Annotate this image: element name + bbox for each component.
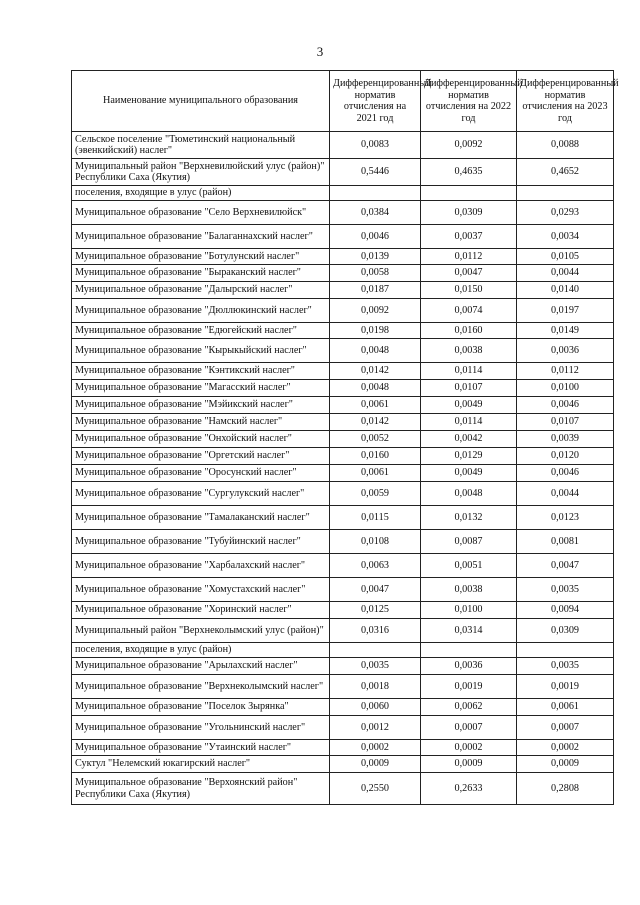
norm-value-2022-cell: 0,0038 bbox=[421, 339, 517, 363]
norm-value-2021-cell: 0,0009 bbox=[330, 756, 421, 773]
norm-value-2021-cell bbox=[330, 643, 421, 658]
table-row bbox=[72, 602, 614, 619]
municipality-name-cell: Муниципальное образование "Оросунский наслег" bbox=[72, 465, 330, 482]
table-row bbox=[72, 249, 614, 265]
norm-value-2023-cell: 0,0019 bbox=[517, 675, 614, 699]
norm-value-2021-cell: 0,0048 bbox=[330, 380, 421, 397]
table-row bbox=[72, 380, 614, 397]
municipality-name-cell: Муниципальное образование "Верхоянский район" Республики Саха (Якутия) bbox=[72, 773, 330, 805]
table-row bbox=[72, 201, 614, 225]
norm-value-2021-cell: 0,0108 bbox=[330, 530, 421, 554]
municipality-name-cell: Муниципальное образование "Кырыкыйский наслег" bbox=[72, 339, 330, 363]
norm-value-2023-cell: 0,0036 bbox=[517, 339, 614, 363]
norm-value-2022-cell: 0,0314 bbox=[421, 619, 517, 643]
table-body bbox=[72, 132, 614, 805]
norm-value-2021-cell: 0,0115 bbox=[330, 506, 421, 530]
norm-value-2023-cell: 0,0094 bbox=[517, 602, 614, 619]
table-row bbox=[72, 643, 614, 658]
table-row bbox=[72, 482, 614, 506]
municipality-name-cell: Муниципальное образование "Поселок Зырянка" bbox=[72, 699, 330, 716]
municipality-name-cell: Муниципальное образование "Магасский наслег" bbox=[72, 380, 330, 397]
municipality-name-cell: Муниципальное образование "Утаинский наслег" bbox=[72, 740, 330, 756]
norm-value-2023-cell: 0,0035 bbox=[517, 578, 614, 602]
norm-value-2023-cell bbox=[517, 186, 614, 201]
municipality-name-cell: поселения, входящие в улус (район) bbox=[72, 643, 330, 658]
municipality-name-cell: Муниципальный район "Верхневилюйский улус (район)" Республики Саха (Якутия) bbox=[72, 159, 330, 186]
norm-value-2022-cell: 0,0132 bbox=[421, 506, 517, 530]
table-row bbox=[72, 132, 614, 159]
norm-value-2022-cell: 0,0160 bbox=[421, 323, 517, 339]
municipality-name-cell: Муниципальное образование "Быраканский наслег" bbox=[72, 265, 330, 282]
municipality-name-cell: Муниципальное образование "Онхойский наслег" bbox=[72, 431, 330, 448]
norm-value-2022-cell: 0,2633 bbox=[421, 773, 517, 805]
norm-value-2022-cell: 0,0009 bbox=[421, 756, 517, 773]
page-number: 3 bbox=[316, 44, 324, 59]
norm-value-2022-cell: 0,4635 bbox=[421, 159, 517, 186]
norm-value-2022-cell: 0,0049 bbox=[421, 465, 517, 482]
norm-value-2021-cell: 0,0048 bbox=[330, 339, 421, 363]
norm-value-2023-cell: 0,0100 bbox=[517, 380, 614, 397]
table-row bbox=[72, 740, 614, 756]
norm-value-2023-cell: 0,0061 bbox=[517, 699, 614, 716]
municipality-name-cell: Муниципальное образование "Тамалаканский наслег" bbox=[72, 506, 330, 530]
norm-value-2023-cell: 0,0044 bbox=[517, 265, 614, 282]
norm-value-2023-cell: 0,0044 bbox=[517, 482, 614, 506]
norm-value-2021-cell: 0,0060 bbox=[330, 699, 421, 716]
table-row bbox=[72, 225, 614, 249]
norm-value-2022-cell: 0,0150 bbox=[421, 282, 517, 299]
table-row bbox=[72, 699, 614, 716]
norm-value-2023-cell: 0,0047 bbox=[517, 554, 614, 578]
norm-value-2023-cell: 0,0046 bbox=[517, 465, 614, 482]
table-row bbox=[72, 265, 614, 282]
table-row bbox=[72, 578, 614, 602]
norm-value-2021-cell: 0,0061 bbox=[330, 465, 421, 482]
norm-value-2023-cell: 0,0088 bbox=[517, 132, 614, 159]
table-row bbox=[72, 675, 614, 699]
norm-value-2022-cell: 0,0048 bbox=[421, 482, 517, 506]
norm-value-2022-cell bbox=[421, 643, 517, 658]
table-row bbox=[72, 465, 614, 482]
norm-value-2021-cell: 0,0002 bbox=[330, 740, 421, 756]
norm-value-2022-cell: 0,0309 bbox=[421, 201, 517, 225]
municipality-name-cell: Муниципальное образование "Едюгейский наслег" bbox=[72, 323, 330, 339]
norm-value-2021-cell: 0,0046 bbox=[330, 225, 421, 249]
norm-value-2022-cell: 0,0112 bbox=[421, 249, 517, 265]
norm-value-2021-cell: 0,0059 bbox=[330, 482, 421, 506]
norm-value-2021-cell: 0,0035 bbox=[330, 658, 421, 675]
norm-value-2022-cell: 0,0087 bbox=[421, 530, 517, 554]
municipality-name-cell: поселения, входящие в улус (район) bbox=[72, 186, 330, 201]
norm-value-2021-cell: 0,0142 bbox=[330, 363, 421, 380]
norm-value-2023-cell: 0,0009 bbox=[517, 756, 614, 773]
norm-value-2022-cell bbox=[421, 186, 517, 201]
table-row bbox=[72, 619, 614, 643]
norm-value-2021-cell: 0,0012 bbox=[330, 716, 421, 740]
norm-value-2022-cell: 0,0129 bbox=[421, 448, 517, 465]
norm-value-2021-cell: 0,0092 bbox=[330, 299, 421, 323]
norm-value-2022-cell: 0,0049 bbox=[421, 397, 517, 414]
norm-value-2022-cell: 0,0019 bbox=[421, 675, 517, 699]
table-row bbox=[72, 339, 614, 363]
norm-value-2023-cell: 0,0149 bbox=[517, 323, 614, 339]
municipality-name-cell: Муниципальное образование "Харбалахский наслег" bbox=[72, 554, 330, 578]
table-row bbox=[72, 397, 614, 414]
municipality-name-cell: Сельское поселение "Тюметинский национальный (эвенкийский) наслег" bbox=[72, 132, 330, 159]
norm-value-2022-cell: 0,0107 bbox=[421, 380, 517, 397]
header-norm-2022: Дифференцированный норматив отчисления на 2022 год bbox=[421, 71, 517, 132]
municipality-name-cell: Муниципальное образование "Угольнинский наслег" bbox=[72, 716, 330, 740]
table-row bbox=[72, 363, 614, 380]
municipality-name-cell: Муниципальное образование "Далырский наслег" bbox=[72, 282, 330, 299]
norm-value-2023-cell: 0,0197 bbox=[517, 299, 614, 323]
norm-value-2023-cell: 0,4652 bbox=[517, 159, 614, 186]
table-row bbox=[72, 716, 614, 740]
norm-value-2021-cell: 0,0052 bbox=[330, 431, 421, 448]
municipality-name-cell: Муниципальный район "Верхнеколымский улус (район)" bbox=[72, 619, 330, 643]
table-row bbox=[72, 282, 614, 299]
table-row bbox=[72, 506, 614, 530]
norm-value-2022-cell: 0,0051 bbox=[421, 554, 517, 578]
norm-value-2022-cell: 0,0062 bbox=[421, 699, 517, 716]
municipality-name-cell: Муниципальное образование "Хоринский наслег" bbox=[72, 602, 330, 619]
norm-value-2021-cell: 0,0187 bbox=[330, 282, 421, 299]
norm-value-2021-cell: 0,0139 bbox=[330, 249, 421, 265]
norm-value-2021-cell: 0,0058 bbox=[330, 265, 421, 282]
norm-value-2023-cell: 0,0081 bbox=[517, 530, 614, 554]
header-municipality-name: Наименование муниципального образования bbox=[72, 71, 330, 132]
norm-value-2021-cell: 0,0018 bbox=[330, 675, 421, 699]
norm-value-2021-cell: 0,0083 bbox=[330, 132, 421, 159]
norm-value-2023-cell: 0,0002 bbox=[517, 740, 614, 756]
table-row bbox=[72, 186, 614, 201]
municipality-name-cell: Муниципальное образование "Село Верхневилюйск" bbox=[72, 201, 330, 225]
norm-value-2023-cell: 0,0107 bbox=[517, 414, 614, 431]
norm-value-2022-cell: 0,0037 bbox=[421, 225, 517, 249]
norm-value-2021-cell bbox=[330, 186, 421, 201]
table-row bbox=[72, 431, 614, 448]
table-row bbox=[72, 299, 614, 323]
header-norm-2023: Дифференцированный норматив отчисления на 2023 год bbox=[517, 71, 614, 132]
norm-value-2021-cell: 0,0047 bbox=[330, 578, 421, 602]
municipality-name-cell: Муниципальное образование "Тубуйинский наслег" bbox=[72, 530, 330, 554]
norm-value-2021-cell: 0,0384 bbox=[330, 201, 421, 225]
norm-value-2021-cell: 0,0160 bbox=[330, 448, 421, 465]
norm-value-2023-cell: 0,0034 bbox=[517, 225, 614, 249]
norm-value-2021-cell: 0,2550 bbox=[330, 773, 421, 805]
table-row bbox=[72, 658, 614, 675]
header-norm-2021: Дифференцированный норматив отчисления на 2021 год bbox=[330, 71, 421, 132]
table-row bbox=[72, 554, 614, 578]
norm-value-2022-cell: 0,0074 bbox=[421, 299, 517, 323]
municipality-name-cell: Муниципальное образование "Дюллюкинский наслег" bbox=[72, 299, 330, 323]
norm-value-2021-cell: 0,0063 bbox=[330, 554, 421, 578]
norm-value-2023-cell: 0,0309 bbox=[517, 619, 614, 643]
norm-value-2022-cell: 0,0007 bbox=[421, 716, 517, 740]
municipality-name-cell: Муниципальное образование "Арылахский наслег" bbox=[72, 658, 330, 675]
norm-value-2021-cell: 0,0316 bbox=[330, 619, 421, 643]
norm-value-2022-cell: 0,0114 bbox=[421, 363, 517, 380]
norm-value-2023-cell bbox=[517, 643, 614, 658]
norm-value-2021-cell: 0,0061 bbox=[330, 397, 421, 414]
norm-value-2023-cell: 0,0140 bbox=[517, 282, 614, 299]
norm-value-2023-cell: 0,0105 bbox=[517, 249, 614, 265]
norm-value-2022-cell: 0,0092 bbox=[421, 132, 517, 159]
norm-value-2023-cell: 0,0007 bbox=[517, 716, 614, 740]
norm-value-2022-cell: 0,0100 bbox=[421, 602, 517, 619]
norm-value-2023-cell: 0,2808 bbox=[517, 773, 614, 805]
table-row bbox=[72, 448, 614, 465]
norm-value-2021-cell: 0,0125 bbox=[330, 602, 421, 619]
municipality-name-cell: Муниципальное образование "Мэйикский наслег" bbox=[72, 397, 330, 414]
norm-value-2022-cell: 0,0042 bbox=[421, 431, 517, 448]
normatives-table bbox=[71, 70, 619, 805]
table-row bbox=[72, 159, 614, 186]
norm-value-2023-cell: 0,0039 bbox=[517, 431, 614, 448]
norm-value-2022-cell: 0,0002 bbox=[421, 740, 517, 756]
municipality-name-cell: Муниципальное образование "Балаганнахский наслег" bbox=[72, 225, 330, 249]
norm-value-2021-cell: 0,0198 bbox=[330, 323, 421, 339]
municipality-name-cell: Суктул "Нелемский юкагирский наслег" bbox=[72, 756, 330, 773]
norm-value-2023-cell: 0,0035 bbox=[517, 658, 614, 675]
norm-value-2023-cell: 0,0293 bbox=[517, 201, 614, 225]
norm-value-2023-cell: 0,0120 bbox=[517, 448, 614, 465]
norm-value-2021-cell: 0,5446 bbox=[330, 159, 421, 186]
table-row bbox=[72, 414, 614, 431]
table-row bbox=[72, 773, 614, 805]
municipality-name-cell: Муниципальное образование "Хомустахский наслег" bbox=[72, 578, 330, 602]
municipality-name-cell: Муниципальное образование "Кэнтикский наслег" bbox=[72, 363, 330, 380]
norm-value-2023-cell: 0,0123 bbox=[517, 506, 614, 530]
table-row bbox=[72, 530, 614, 554]
municipality-name-cell: Муниципальное образование "Ботулунский наслег" bbox=[72, 249, 330, 265]
norm-value-2021-cell: 0,0142 bbox=[330, 414, 421, 431]
municipality-name-cell: Муниципальное образование "Намский наслег" bbox=[72, 414, 330, 431]
norm-value-2023-cell: 0,0046 bbox=[517, 397, 614, 414]
table-header-row bbox=[72, 71, 614, 132]
table-row bbox=[72, 756, 614, 773]
norm-value-2022-cell: 0,0114 bbox=[421, 414, 517, 431]
municipality-name-cell: Муниципальное образование "Оргетский наслег" bbox=[72, 448, 330, 465]
norm-value-2022-cell: 0,0036 bbox=[421, 658, 517, 675]
norm-value-2022-cell: 0,0047 bbox=[421, 265, 517, 282]
municipality-name-cell: Муниципальное образование "Сургулукский наслег" bbox=[72, 482, 330, 506]
municipality-name-cell: Муниципальное образование "Верхнеколымский наслег" bbox=[72, 675, 330, 699]
norm-value-2023-cell: 0,0112 bbox=[517, 363, 614, 380]
table-row bbox=[72, 323, 614, 339]
norm-value-2022-cell: 0,0038 bbox=[421, 578, 517, 602]
